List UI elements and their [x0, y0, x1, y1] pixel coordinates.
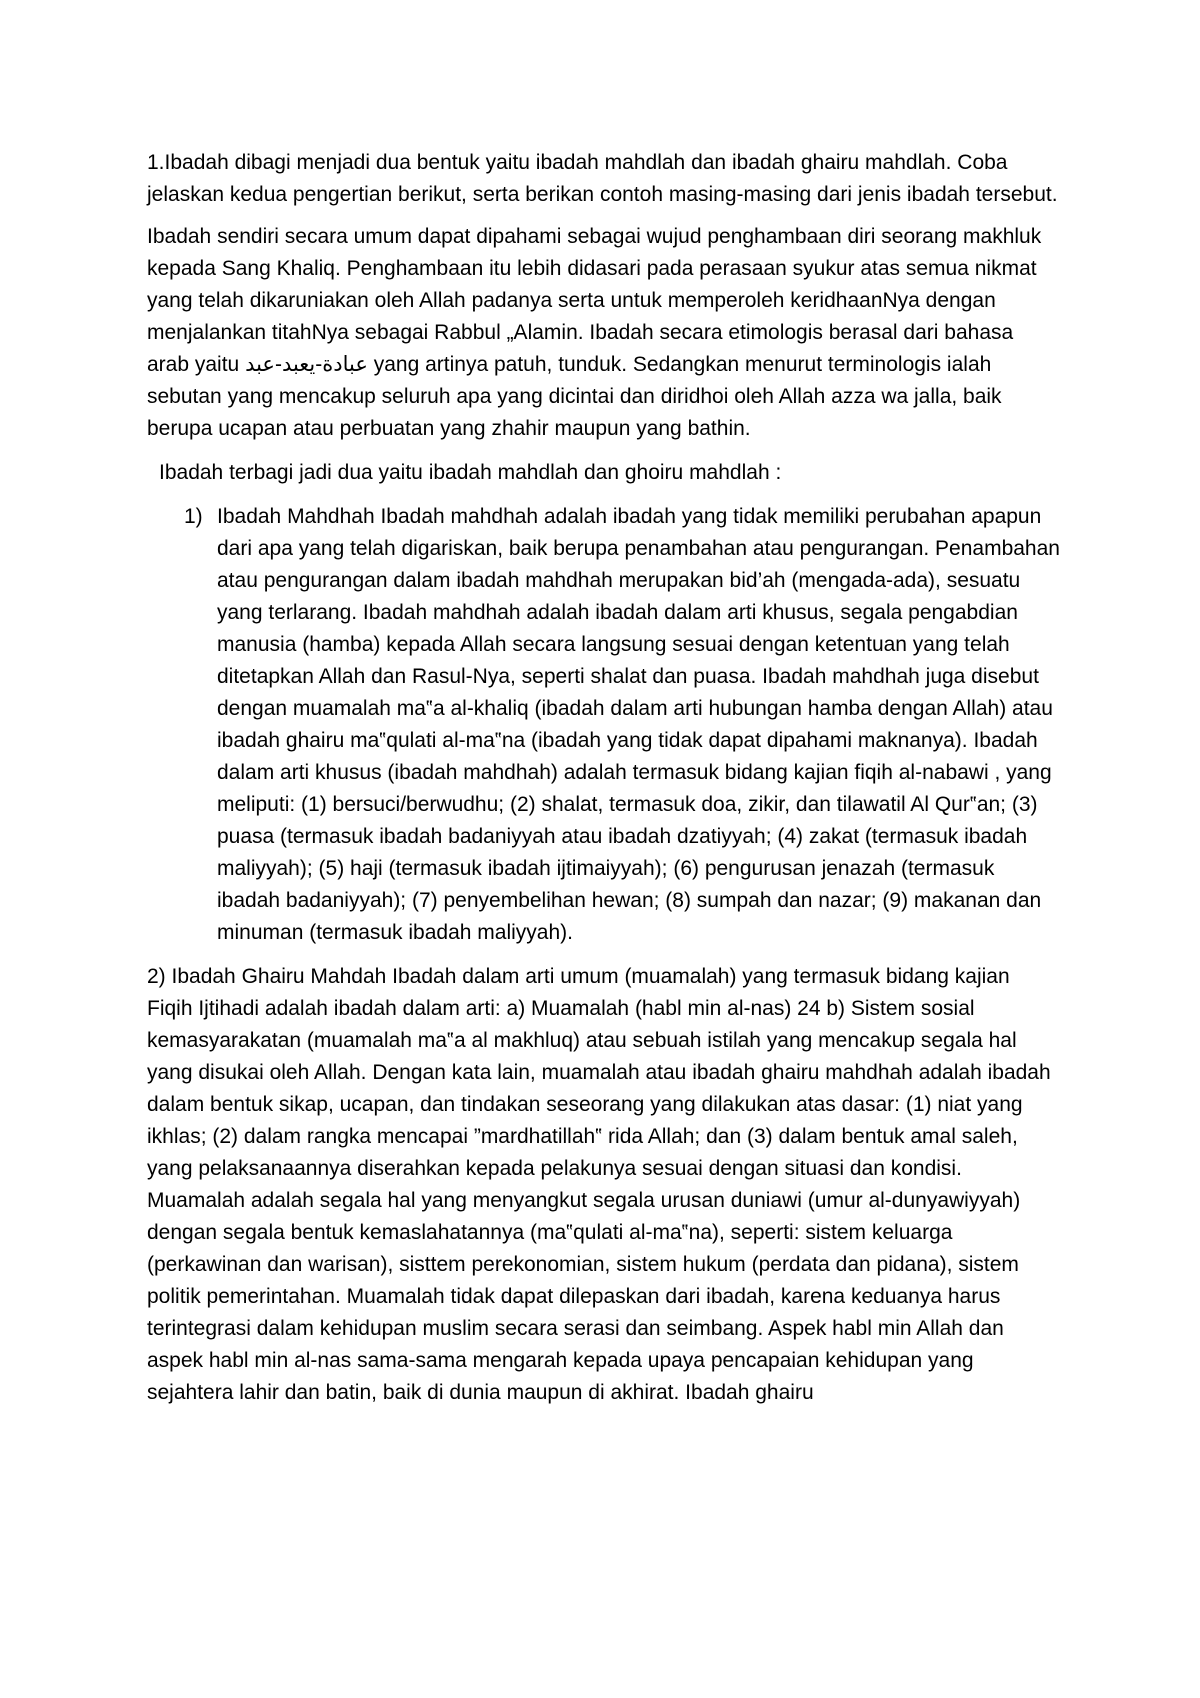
list-item-text: Ibadah Mahdhah Ibadah mahdhah adalah ibadah yang tidak memiliki perubahan apapun dari apa yang telah digariskan, baik berupa penambahan atau pengurangan. Penambahan atau pengurangan dalam ibadah mahdhah merupakan bid’ah (mengada-ada), sesuatu yang terlarang. Ibadah mahdhah adalah ibadah dalam arti khusus, segala pengabdian manusia (hamba) kepada Allah secara langsung sesuai dengan ketentuan yang telah ditetapkan Allah dan Rasul-Nya, seperti shalat dan puasa. Ibadah mahdhah juga disebut dengan muamalah ma‟a al-khaliq (ibadah dalam arti hubungan hamba dengan Allah) atau ibadah ghairu ma‟qulati al-ma‟na (ibadah yang tidak dapat dipahami maknanya). Ibadah dalam arti khusus (ibadah mahdhah) adalah termasuk bidang kajian fiqih al-nabawi , yang meliputi: (1) bersuci/berwudhu; (2) shalat, termasuk doa, zikir, dan tilawatil Al Qur‟an; (3) puasa (termasuk ibadah badaniyyah atau ibadah dzatiyyah; (4) zakat (termasuk ibadah maliyyah); (5) haji (termasuk ibadah ijtimaiyyah); (6) pengurusan jenazah (termasuk ibadah badaniyyah); (7) penyembelihan hewan; (8) sumpah dan nazar; (9) makanan dan minuman (termasuk ibadah maliyyah).	[217, 505, 1060, 944]
question-paragraph: 1.Ibadah dibagi menjadi dua bentuk yaitu ibadah mahdlah dan ibadah ghairu mahdlah. Coba jelaskan kedua pengertian berikut, serta berikan contoh masing-masing dari jenis ibadah tersebut.	[147, 151, 1058, 206]
lead-paragraph: Ibadah terbagi jadi dua yaitu ibadah mahdlah dan ghoiru mahdlah :	[159, 461, 782, 484]
intro-paragraph: Ibadah sendiri secara umum dapat dipahami sebagai wujud penghambaan diri seorang makhluk kepada Sang Khaliq. Penghambaan itu lebih didasari pada perasaan syukur atas semua nikmat yang telah dikaruniakan oleh Allah padanya serta untuk memperoleh keridhaanNya dengan menjalankan titahNya sebagai Rabbul „Alamin. Ibadah secara etimologis berasal dari bahasa arab yaitu عبادة-يعبد-عبد yang artinya patuh, tunduk. Sedangkan menurut terminologis ialah sebutan yang mencakup seluruh apa yang dicintai dan diridhoi oleh Allah azza wa jalla, baik berupa ucapan atau perbuatan yang zhahir maupun yang bathin.	[147, 225, 1042, 440]
list-item-mahdhah	[147, 501, 1060, 949]
list-marker: 1)	[184, 505, 203, 528]
ghairu-mahdhah-paragraph: 2) Ibadah Ghairu Mahdah Ibadah dalam arti umum (muamalah) yang termasuk bidang kajian Fiqih Ijtihadi adalah ibadah dalam arti: a) Muamalah (habl min al-nas) 24 b) Sistem sosial kemasyarakatan (muamalah ma‟a al makhluq) atau sebuah istilah yang mencakup segala hal yang disukai oleh Allah. Dengan kata lain, muamalah atau ibadah ghairu mahdhah adalah ibadah dalam bentuk sikap, ucapan, dan tindakan seseorang yang dilakukan atas dasar: (1) niat yang ikhlas; (2) dalam rangka mencapai ”mardhatillah‟ rida Allah; dan (3) dalam bentuk amal saleh, yang pelaksanaannya diserahkan kepada pelakunya sesuai dengan situasi dan kondisi. Muamalah adalah segala hal yang menyangkut segala urusan duniawi (umur al-dunyawiyyah) dengan segala bentuk kemaslahatannya (ma‟qulati al-ma‟na), seperti: sistem keluarga (perkawinan dan warisan), sisttem perekonomian, sistem hukum (perdata dan pidana), sistem politik pemerintahan. Muamalah tidak dapat dilepaskan dari ibadah, karena keduanya harus terintegrasi dalam kehidupan muslim secara serasi dan seimbang. Aspek habl min Allah dan aspek habl min al-nas sama-sama mengarah kepada upaya pencapaian kehidupan yang sejahtera lahir dan batin, baik di dunia maupun di akhirat. Ibadah ghairu	[147, 965, 1051, 1404]
